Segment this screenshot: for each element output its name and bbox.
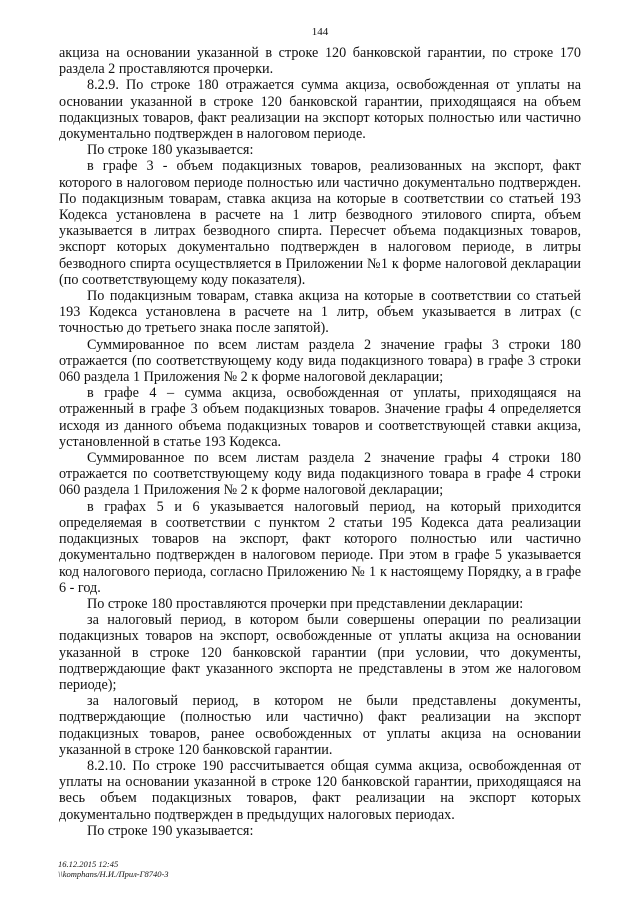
footer-file-path: \\komphans/Н.И./Прил-Г8740-3 <box>58 869 169 879</box>
page-footer <box>58 859 169 879</box>
paragraph: за налоговый период, в котором были совершены операции по реализации подакцизных товаров на экспорт, освобожденные от уплаты акциза на основании указанной в строке 120 банковской гарантии (при условии, что документы, подтверждающие факт указанного экспорта не представлены в этом же налоговом периоде); <box>59 612 581 693</box>
paragraph: По строке 190 указывается: <box>87 822 254 839</box>
paragraph: за налоговый период, в котором не были представлены документы, подтверждающие (полностью или частично) факт реализации на экспорт подакцизных товаров, ранее освобожденных от уплаты акциза на основании указанной в строке 120 банковской гарантии. <box>59 693 581 758</box>
paragraph: акциза на основании указанной в строке 120 банковской гарантии, по строке 170 раздела 2 проставляются прочерки. <box>59 45 581 78</box>
paragraph: 8.2.9. По строке 180 отражается сумма акциза, освобожденная от уплаты на основании указанной в строке 120 банковской гарантии, приходящаяся на объем подакцизных товаров, факт реализации на экспорт которых полностью или частично документально подтвержден в налоговом периоде. <box>59 77 581 143</box>
paragraph: По строке 180 проставляются прочерки при представлении декларации: <box>87 595 524 612</box>
paragraph: 8.2.10. По строке 190 рассчитывается общая сумма акциза, освобожденная от уплаты на основании указанной в строке 120 банковской гарантии, приходящаяся на весь объем подакцизных товаров, факт реализации на экспорт которых документально подтвержден в предыдущих налоговых периодах. <box>59 757 581 823</box>
footer-date: 16.12.2015 12:45 <box>58 859 119 869</box>
paragraph: в графе 3 - объем подакцизных товаров, реализованных на экспорт, факт которого в налоговом периоде полностью или частично документально подтвержден. По подакцизным товарам, ставка акциза на которые в соответствии со статьей 193 Кодекса установлена в расчете на 1 литр безводного этилового спирта, объем указывается в литрах безводного спирта. Пересчет объема подакцизных товаров, экспорт которых документально подтвержден в налоговом периоде, в литры безводного спирта осуществляется в Приложении №1 к форме налоговой декларации (по соответствующему коду показателя). <box>59 158 581 288</box>
paragraph: По подакцизным товарам, ставка акциза на которые в соответствии со статьей 193 Кодекса установлена в расчете на 1 литр, объем указывается в литрах (с точностью до третьего знака после запятой). <box>59 288 581 337</box>
document-body <box>59 45 581 839</box>
paragraph: По строке 180 указывается: <box>87 142 254 159</box>
paragraph: Суммированное по всем листам раздела 2 значение графы 3 строки 180 отражается (по соответствующему коду вида подакцизного товара) в графе 3 строки 060 раздела 1 Приложения № 2 к форме налоговой декларации; <box>59 336 581 386</box>
paragraph: Суммированное по всем листам раздела 2 значение графы 4 строки 180 отражается по соответствующему коду вида подакцизного товара в графе 4 строки 060 раздела 1 Приложения № 2 к форме налоговой декларации; <box>59 450 581 499</box>
paragraph: в графе 4 – сумма акциза, освобожденная от уплаты, приходящаяся на отраженный в графе 3 объем подакцизных товаров. Значение графы 4 определяется исходя из данного объема подакцизных товаров и соответствующей ставки акциза, установленной в статье 193 Кодекса. <box>59 385 581 450</box>
paragraph: в графах 5 и 6 указывается налоговый период, на который приходится определяемая в соответствии с пунктом 2 статьи 195 Кодекса дата реализации подакцизных товаров на экспорт, факт которого полностью или частично документально подтвержден в налоговом периоде. При этом в графе 5 указывается код налогового периода, согласно Приложению № 1 к настоящему Порядку, а в графе 6 - год. <box>59 498 581 596</box>
page-number: 144 <box>311 26 329 38</box>
